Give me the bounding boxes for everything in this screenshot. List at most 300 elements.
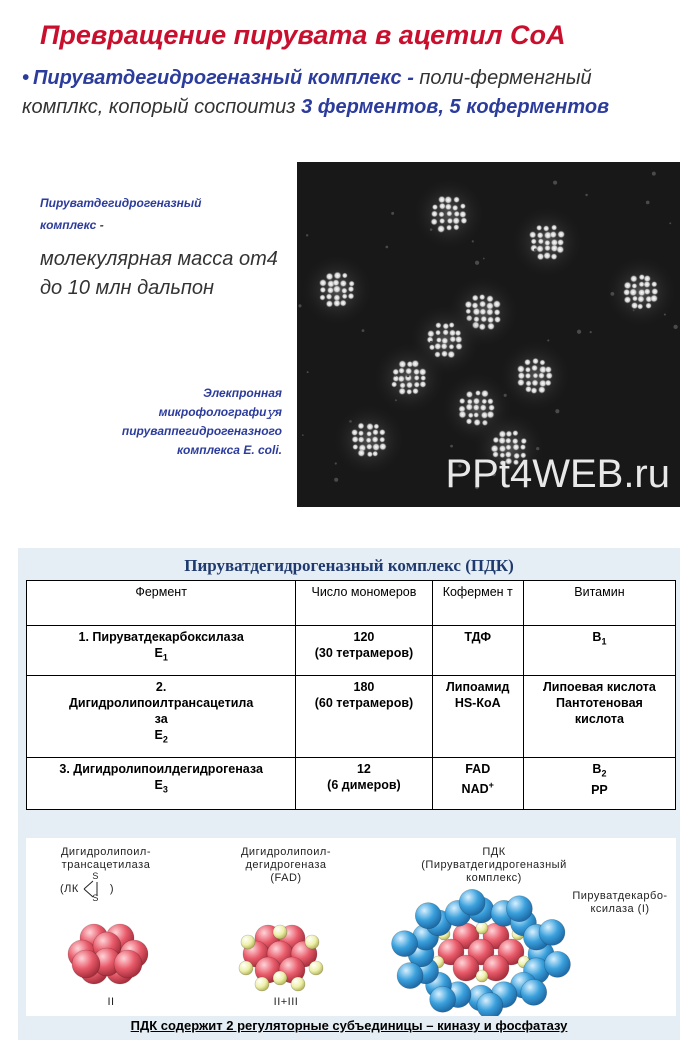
coenzyme-value-2: HS-КоА [454,696,501,710]
particle-subunit [441,350,448,357]
enzyme-code-sub: 1 [162,652,168,663]
particle-subunit [342,293,348,299]
particle-subunit [412,388,419,395]
dehydrogenase-dimer [291,977,305,991]
micrograph-noise [307,371,309,373]
particle-subunit [366,443,373,450]
micrograph-noise [553,181,557,185]
particle-subunit [494,316,501,323]
pdk-complex-cluster [392,889,571,1016]
particle-subunit [544,245,551,252]
particle-subunit [342,272,348,278]
particle-subunit [411,360,419,368]
schema-label-mid-1: Дигидролипоил- [240,846,332,858]
particle-subunit [479,294,485,300]
particle-subunit [448,344,454,350]
particle-subunit [348,293,355,300]
lk-left: (ЛК [60,882,79,895]
particle-subunit [498,437,506,445]
micrograph-noise [362,329,365,332]
particle-subunit [357,449,365,457]
enzyme-code-letter: E [154,646,163,660]
dehydrogenase-dimer [241,935,255,949]
count-value: 12 [356,762,371,776]
particle-subunit [512,443,519,450]
micrograph-noise [430,341,432,343]
particle-subunit [557,230,565,238]
particle-subunit [430,218,437,225]
particle-subunit [348,286,355,293]
particle-subunit [373,423,379,429]
coenzyme-value-2 [435,777,521,797]
particle-subunit [414,375,420,381]
particle-subunit [379,429,386,436]
particle-subunit [441,343,448,350]
particle-subunit [459,398,466,405]
particle-subunit [531,387,538,394]
micrograph-noise [298,304,301,307]
dehydrogenase-dimer [239,961,253,975]
particle-subunit [398,387,406,395]
enzyme-code-letter: E [154,728,163,742]
particle-subunit [536,225,542,231]
particle-subunit [537,232,544,239]
coenzyme-nad-sup: + [488,780,494,790]
particle-subunit [319,294,325,300]
roman-label-left: II [107,996,115,1008]
particle-subunit [624,281,632,289]
micrograph-noise [478,411,480,413]
coenzyme-value: Липоамид [446,680,510,694]
vitamin-value-2: Пантотеновая [556,696,643,710]
dehydrogenase-dimer [476,922,488,934]
decarboxylase-subunit [430,986,456,1012]
complex-label-word: комплекс [40,218,97,232]
particle-subunit [351,429,358,436]
particle-subunit [481,398,487,404]
molecular-mass-text: молекулярная масса от4 до 10 млн дальпон [40,248,278,299]
particle-subunit [480,316,487,323]
particle-subunit [465,403,473,411]
particle-subunit [432,204,438,210]
vitamin-sub: 2 [601,768,607,779]
particle-subunit [524,359,531,366]
particle-subunit [517,379,525,387]
particle-subunit [446,224,452,230]
caption-line1: Элекпронная [203,386,282,400]
enzyme-code-sub: 2 [162,734,168,745]
particle-subunit [545,372,553,380]
dehydrogenase-dimer [305,935,319,949]
schema-drawing [26,838,676,1016]
count-value: 120 [353,630,375,644]
bullet-dot: • [22,67,30,89]
particle-subunit [480,404,487,411]
particle-subunit [486,308,494,316]
particle-subunit [537,253,545,261]
particle-subunit [466,391,474,399]
particle-subunit [532,358,539,365]
micrograph-noise [646,201,650,205]
table-row [27,626,676,676]
enzyme-code-sub: 3 [162,784,168,795]
coenzyme-cell [432,758,523,810]
vitamin-sub: 1 [601,636,607,647]
vitamin-cell [523,758,675,810]
enzyme-code [29,645,293,666]
particle-subunit [545,379,552,386]
dehydrogenase-cluster [239,925,323,991]
particle-subunit [340,299,347,306]
particle-subunit [439,218,445,224]
particle-subunit [479,300,486,307]
particle-subunit [367,451,373,457]
count-cell [296,758,432,810]
particle-subunit [442,329,449,336]
micrograph-noise [386,246,389,249]
particle-subunit [536,245,544,253]
decarboxylase-subunit [392,931,418,957]
dehydrogenase-dimer [273,971,287,985]
particle-subunit [505,430,512,437]
particle-subunit [481,390,489,398]
particle-subunit [525,367,531,373]
particle-subunit [644,288,651,295]
particle-subunit [538,238,544,244]
count-note: (6 димеров) [327,778,401,792]
particle-subunit [650,294,658,302]
particle-subunit [538,372,545,379]
particle-subunit [366,431,372,437]
micrograph-noise [534,248,537,251]
particle-subunit [512,430,518,436]
particle-subunit [326,300,334,308]
slide-top [0,0,680,515]
particle-subunit [494,309,501,316]
micrograph-noise [547,339,549,341]
particle-subunit [520,444,526,450]
particle-subunit [453,224,460,231]
particle-subunit [630,275,638,283]
particle-subunit [391,381,397,387]
enzyme-name: 1. Пируватдекарбоксилаза [78,630,244,644]
count-note: (60 тетрамеров) [314,696,414,710]
micrograph-noise [450,445,453,448]
trimer-subunit [72,950,100,978]
particle-subunit [406,389,412,395]
bullet-mid: поли-ферменгный комплкс, копорый соспоитиз [22,67,592,118]
particle-subunit [550,231,558,239]
coenzyme-value: ТДФ [464,630,492,644]
dehydrogenase-dimer [273,925,287,939]
bullet-five-coenzymes: 5 коферментов [449,96,610,118]
particle-subunit [420,375,426,381]
caption-line4: комплекса E. coli. [176,443,282,457]
decarboxylase-subunit [506,896,532,922]
particle-subunit [372,451,378,457]
enzyme-code [29,727,293,748]
micrograph-noise [585,194,587,196]
particle-subunit [645,302,652,309]
particle-subunit [320,287,327,294]
micrograph-noise [302,434,304,436]
particle-subunit [406,381,413,388]
particle-subunit [486,295,494,303]
electron-micrograph [297,162,680,507]
schema-label-mid-2: дегидрогеназа [245,859,327,871]
pdk-panel [18,548,680,1040]
bottom-note: ПДК содержит 2 регуляторные субъединицы – киназу и фосфатазу [130,1018,568,1033]
particle-subunit [379,443,387,451]
particle-subunit [366,437,372,443]
particle-subunit [532,373,538,379]
slide-title: Превращение пирувата в ацетил СоА [40,20,566,50]
micrograph-noise [335,462,337,464]
header-vitamin: Витамин [523,581,675,626]
particle-subunit [333,271,341,279]
particle-subunit [505,444,511,450]
core-subunit [453,955,479,981]
complex-schema [26,838,676,1016]
schema-label-right-3: комплекс) [466,872,522,884]
lk-right: ) [109,882,115,895]
micrograph-noise [664,314,666,316]
particle-subunit [505,437,512,444]
vitamin-letter: B [592,762,602,776]
micrograph-noise [483,258,485,260]
particle-subunit [366,423,374,431]
pdk-table [26,580,676,810]
schema-label-pdc-2: ксилаза (I) [590,903,650,915]
micrograph-noise [669,222,671,224]
bullet-comma: , [438,96,450,118]
particle-subunit [488,404,495,411]
enzyme-cell [27,676,296,758]
particle-subunit [434,343,442,351]
particle-subunit [447,350,455,358]
particle-subunit [431,210,438,217]
particle-subunit [453,196,460,203]
particle-subunit [352,444,358,450]
particle-subunit [339,280,347,288]
decarboxylase-subunit [539,919,565,945]
particle-subunit [551,253,558,260]
enzyme-cell [27,626,296,676]
particle-subunit [475,390,481,396]
particle-subunit [525,380,531,386]
micrograph-noise [610,292,614,296]
particle-subunit [631,283,637,289]
coenzyme-cell [432,676,523,758]
particle-subunit [437,225,445,233]
count-note: (30 тетрамеров) [314,646,414,660]
particle-subunit [632,295,638,301]
schema-label-right-2: (Пируватдегидрогеназный [421,859,567,871]
vitamin-cell [523,626,675,676]
complex-label-line1: Пируватдегидрогеназный [40,196,202,210]
schema-label-pdc-1: Пируватдекарбо- [572,890,668,902]
bullet-lead: Пируватдегидрогеназный комплекс - [33,67,414,89]
particle-subunit [358,430,364,436]
particle-subunit [333,285,341,293]
particle-subunit [479,308,486,315]
table-header-row [27,581,676,626]
particle-subunit [529,231,537,239]
particle-subunit [543,225,550,232]
particle-subunit [398,367,405,374]
coenzyme-cell [432,626,523,676]
vitamin-value-3: кислота [574,712,624,726]
particle-subunit [521,438,528,445]
bullet-text [22,64,662,122]
dehydrogenase-dimer [255,977,269,991]
dehydrogenase-dimer [476,970,488,982]
micrograph-noise [406,374,409,377]
complex-label [40,192,290,236]
particle-subunit [493,300,501,308]
particle-subunit [637,303,643,309]
particle-subunit [453,211,460,218]
particle-subunit [405,367,412,374]
particle-subunit [358,436,365,443]
particle-subunit [449,322,455,328]
particle-subunit [458,410,466,418]
particle-subunit [444,196,452,204]
coenzyme-value: FAD [465,762,491,776]
particle-subunit [319,279,327,287]
particle-subunit [326,293,333,300]
micrograph-noise [555,409,559,413]
particle-subunit [468,412,474,418]
panel-title: Пируватдегидрогеназный комплекс (ПДК) [184,556,514,575]
vitamin-letter: B [592,630,602,644]
particle-subunit [459,211,467,219]
particle-subunit [326,273,334,281]
particle-subunit [466,418,473,425]
micrograph-noise [334,478,338,482]
lk-s1: S [92,871,99,881]
particle-subunit [436,337,442,343]
particle-subunit [643,281,650,288]
complex-label-dash: - [96,218,104,232]
enzyme-code-letter: E [154,778,163,792]
micrograph-caption [40,384,282,460]
particle-subunit [473,397,480,404]
particle-subunit [445,203,452,210]
particle-subunit [392,368,399,375]
trimer-subunit [114,950,142,978]
count-cell [296,626,432,676]
micrograph-noise [391,212,394,215]
particle-subunit [438,211,444,217]
micrograph-noise [633,309,635,311]
particle-subunit [419,381,426,388]
micrograph-noise [475,261,479,265]
particle-subunit [419,368,427,376]
table-row [27,758,676,810]
particle-subunit [413,381,420,388]
particle-subunit [517,372,525,380]
particle-subunit [651,288,658,295]
particle-subunit [637,295,645,303]
particle-subunit [398,375,405,382]
vitamin-cell [523,676,675,758]
decarboxylase-subunit [544,951,570,977]
particle-subunit [543,252,551,260]
micrograph-noise [590,331,592,333]
particle-subunit [341,287,348,294]
watermark: PPt4WEB.ru [445,452,670,496]
particle-subunit [460,203,466,209]
schema-label-left-2: трансацетилаза [61,859,151,871]
micrograph-noise [349,420,352,423]
particle-subunit [487,398,494,405]
vitamin-value [526,629,673,650]
particle-subunit [465,301,473,309]
particle-subunit [531,379,538,386]
particle-subunit [651,281,657,287]
lk-s2: S [92,893,99,903]
particle-subunit [460,217,467,224]
caption-line2: микрофолографи𝚢я [158,405,282,419]
decarboxylase-subunit [459,889,485,915]
particle-subunit [452,217,460,225]
vitamin-value-2: PP [591,782,608,797]
particle-subunit [539,359,545,365]
header-coenzyme: Кофермен т [432,581,523,626]
particle-subunit [624,296,632,304]
particle-subunit [379,437,385,443]
header-enzyme: Фермент [27,581,296,626]
particle-subunit [538,386,546,394]
micrograph-noise [673,325,677,329]
particle-subunit [435,330,441,336]
particle-subunit [447,218,454,225]
particle-subunit [473,404,480,411]
micrograph-noise [577,330,581,334]
vitamin-value [526,761,673,782]
vitamin-value: Липоевая кислота [542,680,656,694]
transacetylase-core-cluster [68,924,148,984]
decarboxylase-subunit [415,903,441,929]
particle-subunit [472,294,479,301]
particle-subunit [442,323,449,330]
roman-label-mid: II+III [273,996,299,1008]
enzyme-name: 3. Дигидролипоилдегидрогеназа [59,762,263,776]
particle-subunit [487,322,495,330]
micrograph-noise [536,447,539,450]
count-value: 180 [353,680,375,694]
decarboxylase-subunit [397,963,423,989]
micrograph-noise [504,394,507,397]
enzyme-cell [27,758,296,810]
dehydrogenase-dimer [309,961,323,975]
enzyme-name: 2. Дигидролипоилтрансацетила за [69,680,254,726]
complex-label-line2 [40,214,290,236]
micrograph-noise [430,228,433,231]
particle-subunit [455,343,463,351]
schema-label-right-1: ПДК [482,846,506,858]
micrograph-noise [395,399,397,401]
particle-subunit [629,288,637,296]
micrograph-noise [472,240,474,242]
particle-subunit [357,422,364,429]
particle-subunit [446,210,452,216]
particle-subunit [372,436,379,443]
decarboxylase-subunit [477,993,503,1016]
header-count: Число мономеров [296,581,432,626]
micrograph-noise [306,234,308,236]
